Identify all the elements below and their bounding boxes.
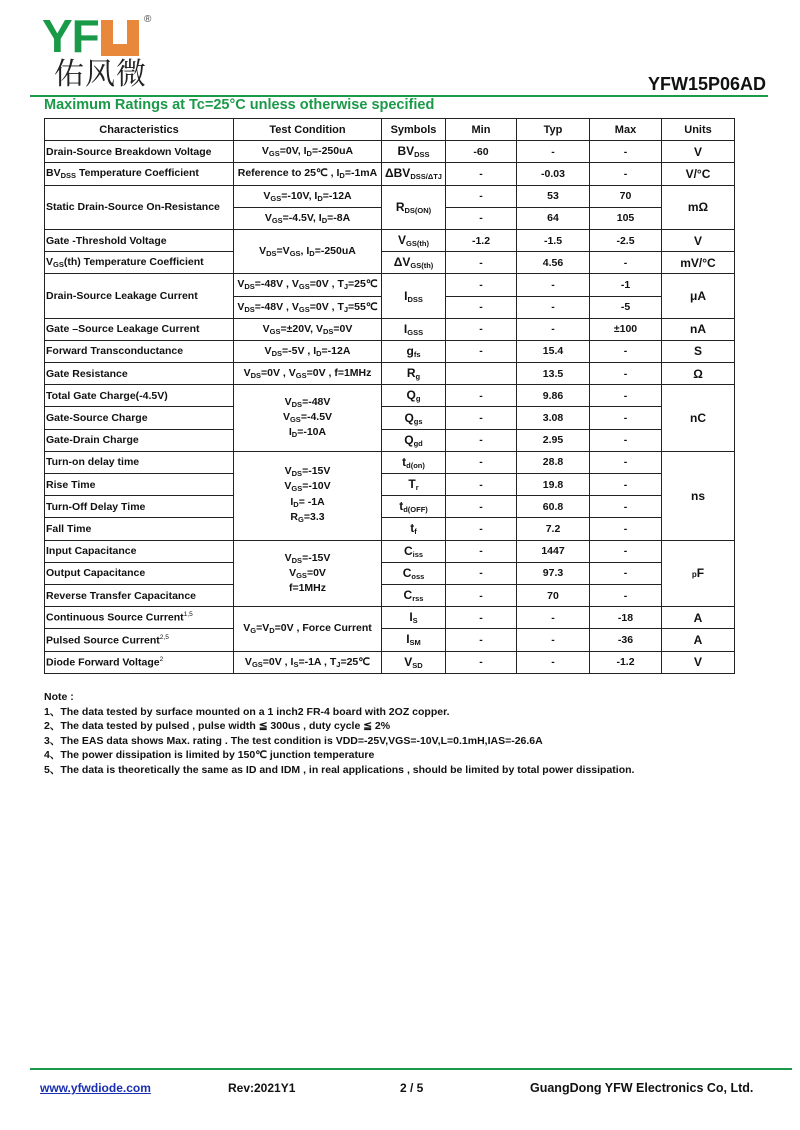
unit: nC <box>662 385 735 452</box>
max-value: - <box>590 252 662 274</box>
min-value: - <box>446 252 517 274</box>
characteristic <box>45 629 234 651</box>
min-value: - <box>446 607 517 629</box>
symbol: $I_{DSS}$ <box>382 274 446 318</box>
table-row <box>45 363 735 385</box>
typ-value: - <box>517 296 590 318</box>
typ-value: 4.56 <box>517 252 590 274</box>
typ-value: -0.03 <box>517 163 590 185</box>
min-value: - <box>446 385 517 407</box>
min-value: - <box>446 451 517 473</box>
max-value: ±100 <box>590 318 662 340</box>
test-condition: $V_{DS}=-48V$ , $V_{GS}=0V$ , $T_J=25℃$ <box>234 274 382 296</box>
test-condition: $V_{GS}=0V$ , $I_S=-1A$ , $T_J=25℃$ <box>234 651 382 673</box>
unit: V <box>662 651 735 673</box>
max-value: -2.5 <box>590 229 662 251</box>
test-condition: $V_{GS}=-10V$, $I_D=-12A$ <box>234 185 382 207</box>
max-value: - <box>590 141 662 163</box>
unit: V/°C <box>662 163 735 185</box>
notes-title: Note : <box>44 691 74 703</box>
note-item: 5、The data is theoretically the same as ID and IDM , in real applications , should be limited by total power dissipation. <box>44 763 635 776</box>
max-value: -1.2 <box>590 651 662 673</box>
typ-value: 28.8 <box>517 451 590 473</box>
footer-divider <box>30 1068 792 1070</box>
max-value: -1 <box>590 274 662 296</box>
header-min: Min <box>446 119 517 141</box>
symbol: $Q_{gd}$ <box>382 429 446 451</box>
max-value: - <box>590 540 662 562</box>
table-row <box>45 385 735 407</box>
test-condition: $V_{DS}=-15V$ $V_{GS}=0V$ f=1MHz <box>234 540 382 607</box>
table-row <box>45 229 735 251</box>
specifications-table <box>44 118 735 674</box>
unit: nA <box>662 318 735 340</box>
test-condition: $V_{GS}=\pm 20V$, $V_{DS}=0V$ <box>234 318 382 340</box>
unit: S <box>662 340 735 362</box>
unit <box>662 540 735 607</box>
characteristic: Reverse Transfer Capacitance <box>45 584 234 606</box>
unit-prefix: p <box>691 570 697 580</box>
characteristic: $BV_{DSS}$ Temperature Coefficient <box>45 163 234 185</box>
min-value: - <box>446 185 517 207</box>
note-item: 4、The power dissipation is limited by 150℃ junction temperature <box>44 749 375 762</box>
max-value: - <box>590 562 662 584</box>
note-item: 1、The data tested by surface mounted on a 1 inch2 FR-4 board with 2OZ copper. <box>44 705 450 718</box>
characteristic: Drain-Source Breakdown Voltage <box>45 141 234 163</box>
header-characteristics: Characteristics <box>45 119 234 141</box>
max-value: - <box>590 340 662 362</box>
test-condition: $V_{DS}=-5V$ , $I_D=-12A$ <box>234 340 382 362</box>
min-value: - <box>446 651 517 673</box>
test-condition-text: =-1mA <box>344 167 378 180</box>
typ-value: 64 <box>517 207 590 229</box>
symbol: $I_S$ <box>382 607 446 629</box>
max-value: - <box>590 163 662 185</box>
characteristic-text: Diode Forward Voltage <box>46 656 160 669</box>
symbol: $C_{iss}$ <box>382 540 446 562</box>
characteristic: Drain-Source Leakage Current <box>45 274 234 318</box>
test-condition: Reference to 25℃ , $I_D=-1mA$ <box>234 163 382 185</box>
characteristic: $V_{GS}(th)$ Temperature Coefficient <box>45 252 234 274</box>
typ-value: 53 <box>517 185 590 207</box>
table-row <box>45 496 735 518</box>
characteristic <box>45 651 234 673</box>
table-row <box>45 584 735 606</box>
typ-value: - <box>517 274 590 296</box>
test-condition: $V_{DS}=-48V$ $V_{GS}=-4.5V$ $I_D=-10A$ <box>234 385 382 452</box>
unit: Ω <box>662 363 735 385</box>
symbol: $g_{fs}$ <box>382 340 446 362</box>
characteristic: Turn-Off Delay Time <box>45 496 234 518</box>
max-value: -18 <box>590 607 662 629</box>
table-row <box>45 407 735 429</box>
header-symbols: Symbols <box>382 119 446 141</box>
typ-value: 15.4 <box>517 340 590 362</box>
section-title: Maximum Ratings at Tc=25°C unless otherwise specified <box>44 97 435 113</box>
unit: mV/°C <box>662 252 735 274</box>
symbol: $I_{SM}$ <box>382 629 446 651</box>
typ-value: 7.2 <box>517 518 590 540</box>
table-row <box>45 141 735 163</box>
min-value: - <box>446 340 517 362</box>
min-value: - <box>446 296 517 318</box>
table-row <box>45 185 735 207</box>
header-test-condition: Test Condition <box>234 119 382 141</box>
characteristic: Rise Time <box>45 474 234 496</box>
unit: ns <box>662 451 735 540</box>
min-value: - <box>446 629 517 651</box>
typ-value: 2.95 <box>517 429 590 451</box>
symbol: $C_{oss}$ <box>382 562 446 584</box>
max-value: - <box>590 518 662 540</box>
typ-value: 9.86 <box>517 385 590 407</box>
symbol: $t_f$ <box>382 518 446 540</box>
header-units: Units <box>662 119 735 141</box>
footnote-ref: 2,5 <box>159 633 169 641</box>
typ-value: 97.3 <box>517 562 590 584</box>
symbol: $C_{rss}$ <box>382 584 446 606</box>
max-value: - <box>590 429 662 451</box>
min-value: - <box>446 518 517 540</box>
min-value: - <box>446 318 517 340</box>
unit: A <box>662 607 735 629</box>
characteristic: Total Gate Charge(-4.5V) <box>45 385 234 407</box>
unit: V <box>662 141 735 163</box>
max-value: -5 <box>590 296 662 318</box>
symbol: $t_{d(OFF)}$ <box>382 496 446 518</box>
characteristic <box>45 607 234 629</box>
max-value: - <box>590 496 662 518</box>
max-value: - <box>590 363 662 385</box>
test-condition: $V_{GS}=-4.5V$, $I_D=-8A$ <box>234 207 382 229</box>
part-number: YFW15P06AD <box>647 74 766 94</box>
symbol: $V_{SD}$ <box>382 651 446 673</box>
logo-chinese-name: 佑风微 <box>54 57 147 92</box>
symbol: $I_{GSS}$ <box>382 318 446 340</box>
table-row <box>45 163 735 185</box>
unit: V <box>662 229 735 251</box>
min-value: - <box>446 474 517 496</box>
footnote-ref: 1,5 <box>183 611 193 619</box>
symbol: $T_r$ <box>382 474 446 496</box>
unit: A <box>662 629 735 651</box>
min-value: - <box>446 274 517 296</box>
typ-value: - <box>517 318 590 340</box>
min-value: - <box>446 584 517 606</box>
unit: μA <box>662 274 735 318</box>
registered-mark: ® <box>144 14 152 25</box>
table-header-row <box>45 119 735 141</box>
table-row <box>45 562 735 584</box>
max-value: - <box>590 474 662 496</box>
typ-value: 13.5 <box>517 363 590 385</box>
table-row <box>45 318 735 340</box>
table-row <box>45 340 735 362</box>
notes-section <box>44 690 634 778</box>
min-value: - <box>446 163 517 185</box>
min-value: - <box>446 562 517 584</box>
header-typ: Typ <box>517 119 590 141</box>
table-row <box>45 651 735 673</box>
test-condition: $V_{DS}=-15V$ $V_{GS}=-10V$ $I_D= -1A$ $R_G=3.3$ <box>234 451 382 540</box>
symbol: $t_{d(on)}$ <box>382 451 446 473</box>
symbol: $Q_{gs}$ <box>382 407 446 429</box>
logo-w-mark <box>101 20 139 56</box>
website-link[interactable]: www.yfwdiode.com <box>40 1081 151 1095</box>
min-value: - <box>446 429 517 451</box>
table-row <box>45 629 735 651</box>
table-row <box>45 274 735 296</box>
symbol: $\Delta V_{GS(th)}$ <box>382 252 446 274</box>
test-condition: $V_{DS}=V_{GS}$, $I_D=-250uA$ <box>234 229 382 273</box>
unit-text: F <box>696 566 705 581</box>
logo-letters: YF <box>42 10 99 62</box>
table-row <box>45 429 735 451</box>
table-row <box>45 252 735 274</box>
symbol: $Q_g$ <box>382 385 446 407</box>
characteristic-text: Continuous Source Current <box>46 611 184 624</box>
unit: mΩ <box>662 185 735 229</box>
typ-value: 1447 <box>517 540 590 562</box>
typ-value: -1.5 <box>517 229 590 251</box>
max-value: - <box>590 407 662 429</box>
characteristic: Output Capacitance <box>45 562 234 584</box>
test-condition: $V_{DS}=-48V$ , $V_{GS}=0V$ , $T_J=55℃$ <box>234 296 382 318</box>
min-value: -1.2 <box>446 229 517 251</box>
characteristic-text: (th) Temperature Coefficient <box>63 256 204 269</box>
characteristic: Fall Time <box>45 518 234 540</box>
characteristic: Gate Resistance <box>45 363 234 385</box>
typ-value: - <box>517 141 590 163</box>
min-value <box>446 363 517 385</box>
characteristic: Turn-on delay time <box>45 451 234 473</box>
characteristic: Gate-Source Charge <box>45 407 234 429</box>
typ-value: 70 <box>517 584 590 606</box>
typ-value: 3.08 <box>517 407 590 429</box>
symbol: $R_{DS(ON)}$ <box>382 185 446 229</box>
characteristic: Static Drain-Source On-Resistance <box>45 185 234 229</box>
characteristic: Gate -Threshold Voltage <box>45 229 234 251</box>
company-logo <box>42 10 162 94</box>
min-value: - <box>446 540 517 562</box>
max-value: 70 <box>590 185 662 207</box>
min-value: - <box>446 207 517 229</box>
characteristic-text: Temperature Coefficient <box>78 167 199 180</box>
table-row <box>45 518 735 540</box>
max-value: - <box>590 451 662 473</box>
symbol: $BV_{DSS}$ <box>382 141 446 163</box>
min-value: - <box>446 496 517 518</box>
characteristic: Input Capacitance <box>45 540 234 562</box>
page-number: 2 / 5 <box>400 1081 424 1095</box>
typ-value: 60.8 <box>517 496 590 518</box>
test-condition-text: Reference to 25℃ , I <box>237 167 340 180</box>
test-condition: $V_G=V_D=0V$ , Force Current <box>234 607 382 651</box>
footnote-ref: 2 <box>159 655 164 663</box>
table-row <box>45 607 735 629</box>
header-max: Max <box>590 119 662 141</box>
min-value: -60 <box>446 141 517 163</box>
characteristic-text: Pulsed Source Current <box>46 634 160 647</box>
symbol: $\Delta BV_{DSS/\Delta TJ}$ <box>382 163 446 185</box>
note-item: 3、The EAS data shows Max. rating . The test condition is VDD=-25V,VGS=-10V,L=0.1mH,IAS=-26.6A <box>44 734 543 747</box>
characteristic: Forward Transconductance <box>45 340 234 362</box>
typ-value: 19.8 <box>517 474 590 496</box>
revision: Rev:2021Y1 <box>228 1081 296 1095</box>
typ-value: - <box>517 651 590 673</box>
symbol: $R_g$ <box>382 363 446 385</box>
characteristic: Gate-Drain Charge <box>45 429 234 451</box>
company-name: GuangDong YFW Electronics Co, Ltd. <box>530 1081 754 1095</box>
max-value: - <box>590 584 662 606</box>
typ-value: - <box>517 629 590 651</box>
table-row <box>45 451 735 473</box>
min-value: - <box>446 407 517 429</box>
table-row <box>45 540 735 562</box>
max-value: 105 <box>590 207 662 229</box>
test-condition: $V_{DS}=0V$ , $V_{GS}=0V$ , f=1MHz <box>234 363 382 385</box>
table-row <box>45 474 735 496</box>
max-value: - <box>590 385 662 407</box>
symbol: $V_{GS(th)}$ <box>382 229 446 251</box>
test-condition: $V_{GS}=0V$, $I_D=-250uA$ <box>234 141 382 163</box>
note-item: 2、The data tested by pulsed , pulse width ≦ 300us , duty cycle ≦ 2% <box>44 720 391 733</box>
max-value: -36 <box>590 629 662 651</box>
characteristic: Gate –Source Leakage Current <box>45 318 234 340</box>
typ-value: - <box>517 607 590 629</box>
